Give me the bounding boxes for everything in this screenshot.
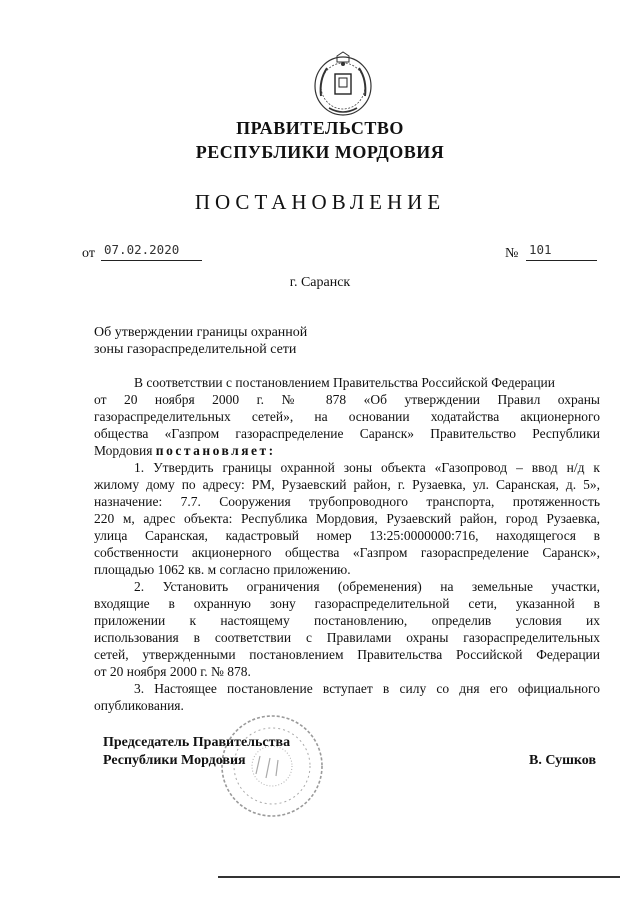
item-line: входящие в охранную зону газораспределительной сети, указанной в bbox=[94, 596, 600, 611]
org-name-line1: ПРАВИТЕЛЬСТВО bbox=[236, 118, 404, 138]
decree-word: постановляет: bbox=[155, 443, 276, 458]
document-number: 101 bbox=[526, 242, 597, 261]
item-line: использования в соответствии с Правилами охраны газораспределительных bbox=[94, 630, 600, 645]
number-label: № bbox=[505, 246, 519, 261]
item-line: площадью 1062 кв. м согласно приложению. bbox=[94, 562, 351, 577]
document-date: 07.02.2020 bbox=[101, 242, 202, 261]
date-label: от bbox=[82, 246, 95, 261]
subject-line: Об утверждении границы охранной bbox=[94, 325, 308, 340]
item-line: 1. Утвердить границы охранной зоны объекта «Газопровод – ввод н/д к bbox=[134, 460, 600, 475]
preamble-last-prefix: Мордовия bbox=[94, 443, 153, 458]
bottom-divider bbox=[218, 876, 620, 878]
preamble-line: газораспределительных сетей», на основании ходатайства акционерного bbox=[94, 409, 600, 424]
preamble-line: общества «Газпром газораспределение Саранск» Правительство Республики bbox=[94, 426, 600, 441]
city: г. Саранск bbox=[289, 275, 351, 290]
item-3 bbox=[94, 680, 600, 714]
item-line: сетей, утвержденными постановлением Правительства Российской Федерации bbox=[94, 647, 600, 662]
document-type: ПОСТАНОВЛЕНИЕ bbox=[194, 190, 446, 214]
preamble bbox=[94, 374, 600, 459]
item-line: 220 м, адрес объекта: Республика Мордовия, Рузаевский район, город Рузаевка, bbox=[94, 511, 600, 526]
item-line: опубликования. bbox=[94, 698, 184, 713]
signer-title-line: Республики Мордовия bbox=[103, 753, 246, 768]
item-1 bbox=[94, 459, 600, 578]
signer-name: В. Сушков bbox=[529, 753, 597, 768]
document-subject bbox=[94, 324, 307, 358]
item-line: от 20 ноября 2000 г. № 878. bbox=[94, 664, 251, 679]
org-name-line2: РЕСПУБЛИКИ МОРДОВИЯ bbox=[195, 142, 445, 162]
preamble-line: от 20 ноября 2000 г. № 878 «Об утверждении Правил охраны bbox=[94, 392, 600, 407]
item-line: жилому дому по адресу: РМ, Рузаевский район, г. Рузаевка, ул. Саранская, д. 5», bbox=[94, 477, 600, 492]
item-line: 3. Настоящее постановление вступает в силу со дня его официального bbox=[134, 681, 600, 696]
item-line: собственности акционерного общества «Газпром газораспределение Саранск», bbox=[94, 545, 600, 560]
signer-title-line: Председатель Правительства bbox=[103, 735, 291, 750]
preamble-line: В соответствии с постановлением Правительства Российской Федерации bbox=[134, 375, 556, 390]
item-line: назначение: 7.7. Сооружения трубопроводного транспорта, протяженность bbox=[94, 494, 600, 509]
item-2 bbox=[94, 578, 600, 680]
preamble-line bbox=[94, 442, 600, 459]
item-line: улица Саранская, кадастровый номер 13:25:0000000:716, находящегося в bbox=[94, 528, 600, 543]
coat-of-arms-emblem bbox=[311, 50, 375, 118]
signer-title bbox=[103, 734, 290, 770]
subject-line: зоны газораспределительной сети bbox=[94, 342, 297, 357]
item-line: 2. Установить ограничения (обременения) на земельные участки, bbox=[134, 579, 600, 594]
item-line: приложении к настоящему постановлению, определив условия их bbox=[94, 613, 600, 628]
